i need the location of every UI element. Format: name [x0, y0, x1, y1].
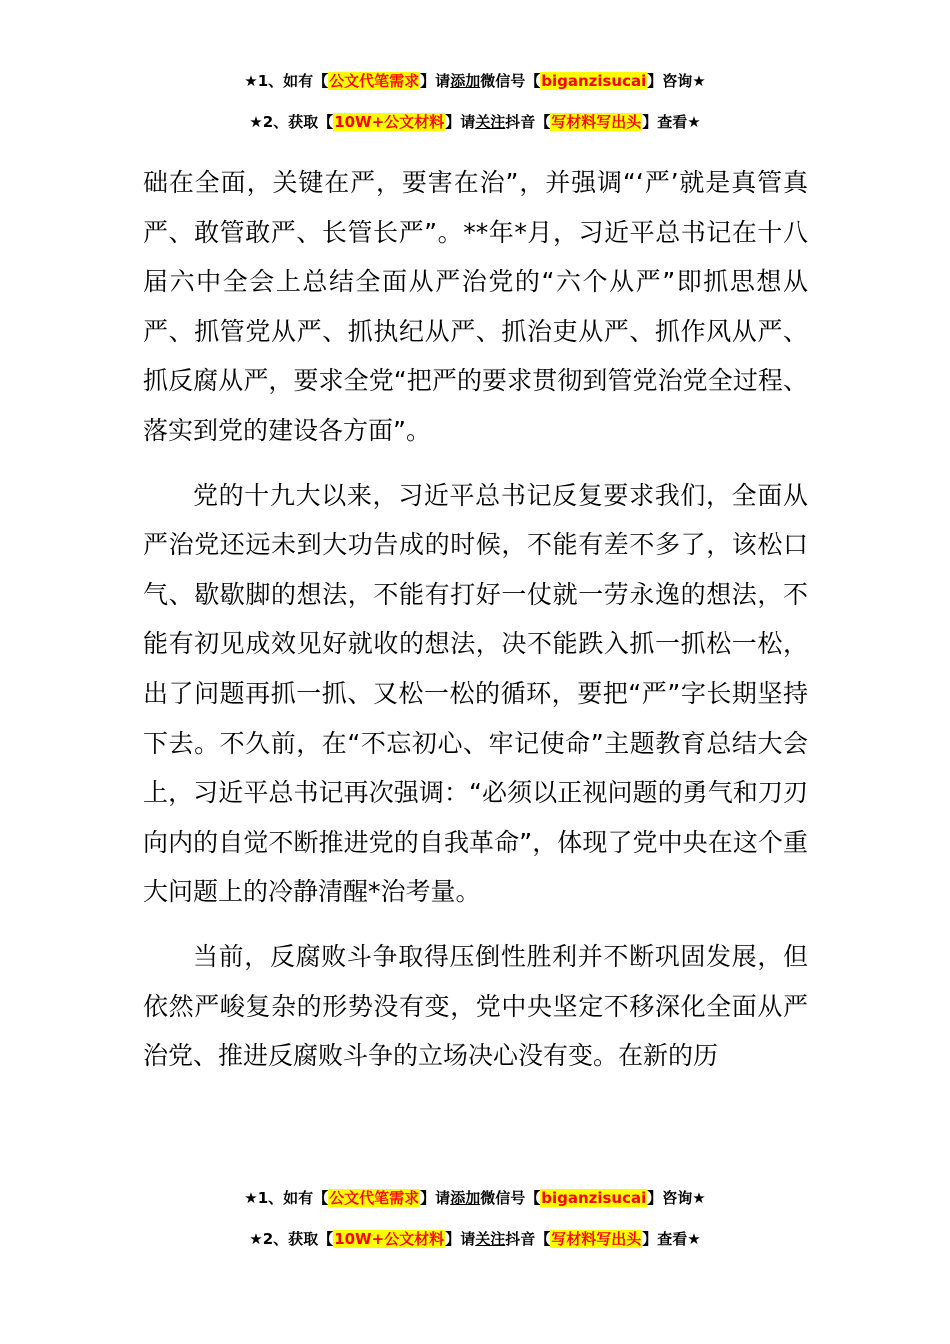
douyin-account-highlight: 写材料写出头 [551, 1230, 642, 1248]
banner-text: 】查看★ [642, 1230, 701, 1248]
banner-underlined-text: 添加 [450, 72, 481, 90]
paragraph-3: 当前，反腐败斗争取得压倒性胜利并不断巩固发展，但依然严峻复杂的形势没有变，党中央坚定不移深化全面从严治党、推进反腐败斗争的立场决心没有变。在新的历 [143, 941, 808, 1071]
footer-banner-line-2 [0, 1228, 950, 1250]
footer-banner [0, 1187, 950, 1269]
banner-text: 】请 [445, 113, 476, 131]
banner-highlight: 公文代笔需求 [329, 1189, 420, 1207]
banner-underlined-text: 添加 [450, 1189, 481, 1207]
banner-text: 微信号【 [480, 1189, 541, 1207]
header-banner-line-1 [0, 70, 950, 92]
banner-text: 】查看★ [642, 113, 701, 131]
banner-text: 】请 [420, 72, 451, 90]
banner-text: 抖音【 [505, 113, 551, 131]
douyin-account-highlight: 写材料写出头 [551, 113, 642, 131]
banner-highlight: 公文代笔需求 [329, 72, 420, 90]
footer-banner-line-1 [0, 1187, 950, 1209]
banner-text: 抖音【 [505, 1230, 551, 1248]
banner-text: ★2、获取【 [249, 1230, 334, 1248]
banner-highlight: 10W+公文材料 [334, 113, 445, 131]
header-banner-line-2 [0, 111, 950, 133]
header-banner [0, 70, 950, 152]
banner-underlined-text: 关注 [475, 113, 506, 131]
banner-text: ★1、如有【 [244, 1189, 329, 1207]
banner-highlight: 10W+公文材料 [334, 1230, 445, 1248]
banner-underlined-text: 关注 [475, 1230, 506, 1248]
banner-text: 】咨询★ [647, 72, 706, 90]
wechat-id-highlight: biganzisucai [541, 72, 647, 90]
banner-text: 微信号【 [480, 72, 541, 90]
document-body [143, 158, 808, 1096]
banner-text: 】咨询★ [647, 1189, 706, 1207]
banner-text: ★2、获取【 [249, 113, 334, 131]
paragraph-2: 党的十九大以来，习近平总书记反复要求我们，全面从严治党还远未到大功告成的时候，不能有差不多了，该松口气、歇歇脚的想法，不能有打好一仗就一劳永逸的想法，不能有初见成效见好就收的想法，决不能跌入抓一抓松一松，出了问题再抓一抓、又松一松的循环，要把“严”字长期坚持下去。不久前，在“不忘初心、牢记使命”主题教育总结大会上，习近平总书记再次强调：“必须以正视问题的勇气和刀刃向内的自觉不断推进党的自我革命”，体现了党中央在这个重大问题上的冷静清醒*治考量。 [143, 480, 808, 907]
banner-text: 】请 [420, 1189, 451, 1207]
paragraph-1: 础在全面，关键在严，要害在治”，并强调“‘严’就是真管真严、敢管敢严、长管长严”。**年*月，习近平总书记在十八届六中全会上总结全面从严治党的“六个从严”即抓思想从严、抓管党从严、抓执纪从严、抓治吏从严、抓作风从严、抓反腐从严，要求全党“把严的要求贯彻到管党治党全过程、落实到党的建设各方面”。 [143, 168, 808, 445]
wechat-id-highlight: biganzisucai [541, 1189, 647, 1207]
banner-text: 】请 [445, 1230, 476, 1248]
banner-text: ★1、如有【 [244, 72, 329, 90]
